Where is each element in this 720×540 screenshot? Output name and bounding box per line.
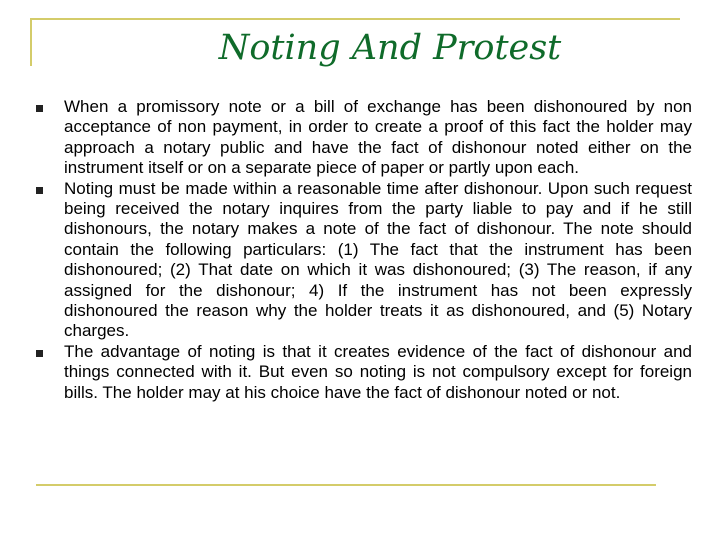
bullet-text: Noting must be made within a reasonable time after dishonour. Upon such request being received the notary inquires from the party liable to pay and if he still dishonours, the notary makes a note of the fact of dishonour. The note should contain the following particulars: (1) The fact that the instrument has been dishonoured; (2) That date on which it was dishonoured; (3) The reason, if any assigned for the dishonour; 4) If the instrument has not been expressly dishonoured the reason why the holder treats it as dishonoured, and (5) Notary charges. (64, 178, 692, 341)
bullet-text: When a promissory note or a bill of exchange has been dishonoured by non acceptance of non payment, in order to create a proof of this fact the holder may approach a notary public and have the fact of dishonour noted either on the instrument itself or on a separate piece of paper or partly upon each. (64, 97, 692, 178)
slide-title: Noting And Protest (218, 28, 562, 68)
square-bullet-icon (36, 105, 43, 112)
list-item (36, 342, 692, 403)
bullet-text: The advantage of noting is that it creates evidence of the fact of dishonour and things connected with it. But even so noting is not compulsory except for foreign bills. The holder may at his choice have the fact of dishonour noted or not. (64, 341, 692, 402)
list-item (36, 179, 692, 342)
bullet-list (36, 97, 692, 403)
square-bullet-icon (36, 350, 43, 357)
list-item (36, 97, 692, 179)
top-accent-line (30, 18, 680, 20)
bottom-accent-line (36, 484, 656, 486)
square-bullet-icon (36, 187, 43, 194)
